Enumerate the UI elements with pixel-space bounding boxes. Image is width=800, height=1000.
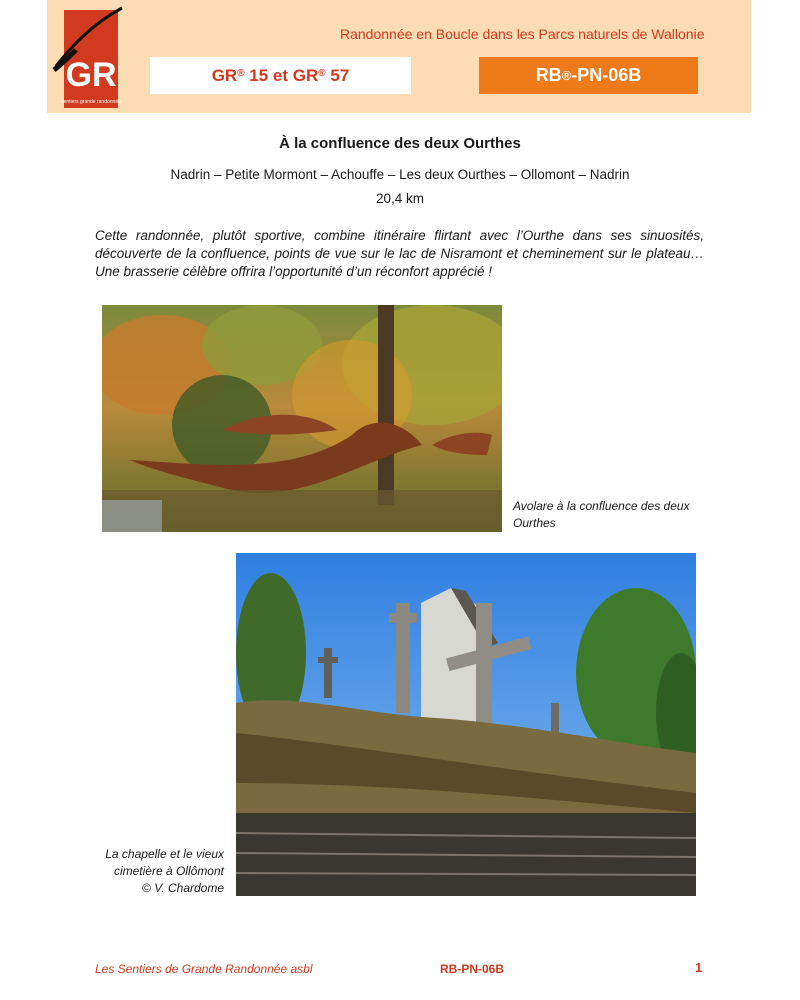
- rb-suffix: -PN-06B: [571, 65, 642, 85]
- gr-prefix: GR: [211, 65, 238, 85]
- intro-paragraph: Cette randonnée, plutôt sportive, combine itinéraire flirtant avec l’Ourthe dans ses sinuosités, découverte de la confluence, points de vue sur le lac de Nisramont et cheminement sur le plateau… Une brasserie célèbre offrira l’opportunité d’un réconfort apprécié !: [95, 228, 704, 279]
- caption-credit: © V. Chardome: [142, 881, 224, 895]
- caption-line: La chapelle et le vieux: [105, 847, 224, 861]
- photo-caption-chapel: [84, 846, 224, 897]
- footer-organization: Les Sentiers de Grande Randonnée asbl: [95, 962, 313, 976]
- page-number: 1: [695, 960, 703, 975]
- gr-logo: [52, 6, 124, 110]
- logo-subtitle: sentiers grande randonnée: [61, 99, 121, 105]
- route-code-badge: [479, 57, 698, 94]
- route-stages: Nadrin – Petite Mormont – Achouffe – Les deux Ourthes – Ollomont – Nadrin: [170, 167, 630, 182]
- photo-caption-avolare: Avolare à la confluence des deux Ourthes: [513, 499, 690, 530]
- series-title: Randonnée en Boucle dans les Parcs naturels de Wallonie: [340, 26, 705, 42]
- caption-line: cimetière à Ollômont: [113, 864, 224, 878]
- page-title: À la confluence des deux Ourthes: [279, 135, 521, 152]
- gr-label: [150, 57, 411, 94]
- gr-suffix: 57: [325, 65, 350, 85]
- reg-mark: ®: [237, 68, 245, 79]
- reg-mark: ®: [561, 68, 572, 83]
- gr-mid: 15 et GR: [244, 65, 319, 85]
- reg-mark: ®: [318, 68, 326, 79]
- photo-chapel-cemetery: [236, 553, 696, 896]
- route-distance: 20,4 km: [375, 191, 425, 206]
- logo-text: GR: [65, 56, 117, 94]
- photo-avolare-sculpture: [102, 305, 502, 532]
- footer-route-code: RB-PN-06B: [440, 962, 505, 976]
- rb-prefix: RB: [535, 65, 562, 85]
